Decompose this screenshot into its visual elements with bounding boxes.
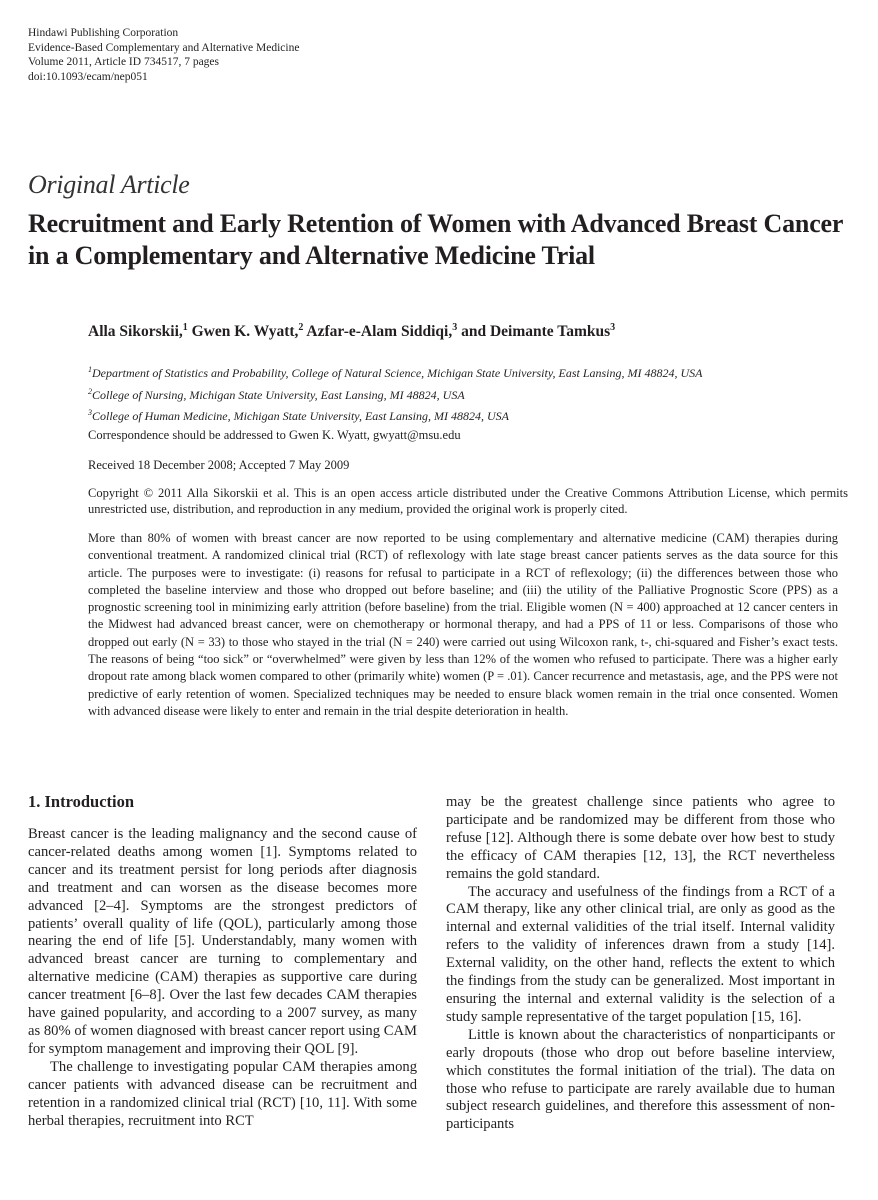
author-affiliation-mark: 1 [182,322,188,333]
author-affiliation-mark: 3 [452,322,458,333]
received-dates: Received 18 December 2008; Accepted 7 May 2009 [88,458,350,472]
author-name: Azfar-e-Alam Siddiqi, [303,323,453,341]
body-paragraph: Breast cancer is the leading malignancy and the second cause of cancer-related deaths among women [1]. Symptoms related to cancer and its treatment persist for long periods after diagnosis and treatment and can worsen as the disease becomes more advanced [2–4]. Symptoms are the strongest predictors of patients’ overall quality of life (QOL), particularly among those nearing the end of life [5]. Understandably, many women with advanced breast cancer are turning to complementary and alternative medicine (CAM) therapies as supportive care during cancer treatment [6–8]. Over the last few decades CAM therapies have gained popularity, and according to a 2007 survey, as many as 80% of women diagnosed with breast cancer report using CAM for symptom management and improving their QOL [9]. [28,826,417,1057]
article-title: Recruitment and Early Retention of Women with Advanced Breast Cancer in a Complementary and Alternative Medicine Trial [28,209,843,270]
journal-name: Evidence-Based Complementary and Alternative Medicine [28,41,300,54]
author-name: Alla Sikorskii, [88,323,183,341]
section-heading-introduction: 1. Introduction [28,792,135,811]
copyright-notice: Copyright © 2011 Alla Sikorskii et al. This is an open access article distributed under the Creative Commons Attribution License, which permits unrestricted use, distribution, and reproduction in any medium, provided the original work is properly cited. [88,486,848,516]
author-affiliation-mark: 3 [610,322,616,333]
journal-header [28,26,299,84]
body-column-right [446,794,835,1134]
author-affiliation-mark: 2 [298,322,304,333]
affiliation-item [88,361,703,383]
affiliation-text: College of Nursing, Michigan State University, East Lansing, MI 48824, USA [92,387,465,402]
publisher-line: Hindawi Publishing Corporation [28,27,179,39]
author-name: and Deimante Tamkus [457,323,611,341]
author-list [88,322,615,341]
affiliations [88,361,703,426]
doi-link[interactable]: doi:10.1093/ecam/nep051 [28,70,148,83]
body-paragraph: Little is known about the characteristics of nonparticipants or early dropouts (those who drop out before baseline interview, which constitutes the formal initiation of the trial). The data on those who refuse to participate are rarely available due to human subject research guidelines, and therefore this assessment of non-participants [446,1026,835,1133]
affiliation-item [88,404,703,426]
correspondence-note: Correspondence should be addressed to Gwen K. Wyatt, gwyatt@msu.edu [88,428,461,442]
body-column-left [28,792,417,1130]
affiliation-text: College of Human Medicine, Michigan State University, East Lansing, MI 48824, USA [92,409,509,423]
body-paragraph: The accuracy and usefulness of the findings from a RCT of a CAM therapy, like any other clinical trial, are only as good as the internal and external validities of the trial itself. Internal validity refers to the validity of inferences drawn from a study [14]. External validity, on the other hand, reflects the extent to which the findings from the study can be generalized. Most important in ensuring the internal and external validity is the selection of a study sample representative of the target population [15, 16]. [446,883,835,1025]
affiliation-text: Department of Statistics and Probability, College of Natural Science, Michigan State University, East Lansing, MI 48824, USA [92,366,703,380]
abstract-text: More than 80% of women with breast cancer are now reported to be using complementary and alternative medicine (CAM) therapies during conventional treatment. A randomized clinical trial (RCT) of reflexology with late stage breast cancer patients serves as the data source for this article. The purposes were to investigate: (i) reasons for refusal to participate in a RCT of reflexology; (ii) the differences between those who completed the baseline interview and those who dropped out before baseline; and (iii) the utility of the Palliative Prognostic Score (PPS) as a prognostic screening tool in minimizing early attrition (before baseline) from the trial. Eligible women (N = 400) approached at 12 cancer centers in the Midwest had advanced breast cancer, were on chemotherapy or hormonal therapy, and had a PPS of 11 or less. Comparisons of those who dropped out early (N = 33) to those who stayed in the trial (N = 240) were carried out using Wilcoxon rank, t-, chi-squared and Fisher’s exact tests. The reasons of being “too sick” or “overwhelmed” were given by less than 12% of the women who refused to participate. There was a higher early dropout rate among black women compared to other (primarily white) women (P = .01). Cancer recurrence and metastasis, age, and the PPS were not predictive of early retention of women. Specialized techniques may be needed to ensure black women remain in the trial once consented. Women with advanced disease were likely to enter and remain in the trial despite deterioration in health. [88,531,838,718]
affiliation-mark: 1 [88,365,92,374]
body-paragraph: The challenge to investigating popular CAM therapies among cancer patients with advanced disease can be recruitment and retention in a randomized clinical trial (RCT) [10, 11]. With some herbal therapies, recruitment into RCT [28,1058,417,1129]
affiliation-mark: 3 [88,408,92,417]
affiliation-mark: 2 [88,386,92,396]
affiliation-item [88,383,703,405]
volume-line: Volume 2011, Article ID 734517, 7 pages [28,56,220,68]
section-label: Original Article [28,170,190,199]
body-paragraph: may be the greatest challenge since patients who agree to participate and be randomized may be different from those who refuse [12]. Although there is some debate over how best to study the efficacy of CAM therapies [12, 13], the RCT nevertheless remains the gold standard. [446,794,835,882]
author-name: Gwen K. Wyatt, [187,323,299,341]
